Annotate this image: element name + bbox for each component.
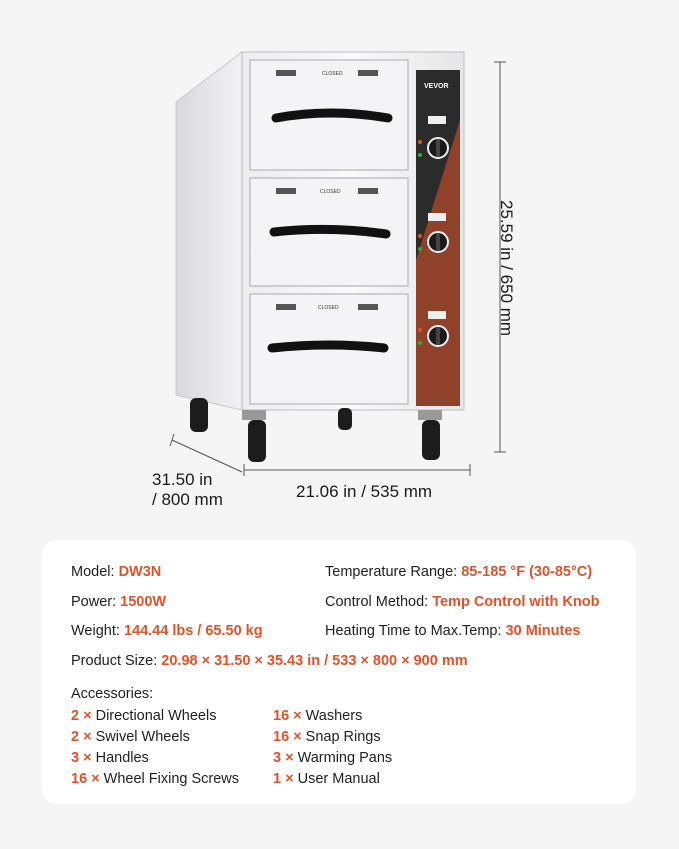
- size-spec: Product Size: 20.98 × 31.50 × 35.43 in / 533 × 800 × 900 mm: [71, 653, 468, 669]
- height-dimension: 25.59 in / 650 mm: [497, 200, 516, 337]
- depth-dimension: [152, 470, 223, 510]
- knob-3: [428, 326, 448, 346]
- depth-line-1: 31.50 in: [152, 470, 213, 489]
- weight-spec: Weight: 144.44 lbs / 65.50 kg: [71, 623, 263, 639]
- depth-line-2: / 800 mm: [152, 490, 223, 509]
- accessory-item: 1 × User Manual: [273, 771, 380, 787]
- accessory-item: 2 × Swivel Wheels: [71, 729, 190, 745]
- cabinet-side: [176, 52, 242, 410]
- control-spec: Control Method: Temp Control with Knob: [325, 594, 600, 610]
- wheel-front-left: [242, 410, 266, 462]
- temperature-spec: Temperature Range: 85-185 °F (30-85°C): [325, 564, 593, 580]
- heating-spec: Heating Time to Max.Temp: 30 Minutes: [325, 623, 581, 639]
- accessory-item: 2 × Directional Wheels: [71, 708, 217, 724]
- power-spec: Power: 1500W: [71, 594, 167, 610]
- wheel-front-right: [418, 410, 442, 460]
- accessory-item: 3 × Handles: [71, 750, 149, 766]
- accessory-item: 16 × Washers: [273, 708, 363, 724]
- accessory-item: 16 × Wheel Fixing Screws: [71, 771, 240, 787]
- brand-logo: VEVOR: [424, 83, 449, 90]
- accessory-item: 3 × Warming Pans: [273, 750, 393, 766]
- wheel-back-right: [338, 408, 352, 430]
- width-dimension: 21.06 in / 535 mm: [296, 482, 433, 501]
- accessory-item: 16 × Snap Rings: [273, 729, 381, 745]
- model-spec: Model: DW3N: [71, 564, 162, 580]
- accessories-title: Accessories:: [71, 686, 154, 702]
- wheel-back-left: [190, 398, 208, 432]
- drawer-label-2: CLOSED: [320, 189, 341, 195]
- drawer-label-3: CLOSED: [318, 305, 339, 311]
- drawer-label-1: CLOSED: [322, 71, 343, 77]
- knob-1: [428, 138, 448, 158]
- knob-2: [428, 232, 448, 252]
